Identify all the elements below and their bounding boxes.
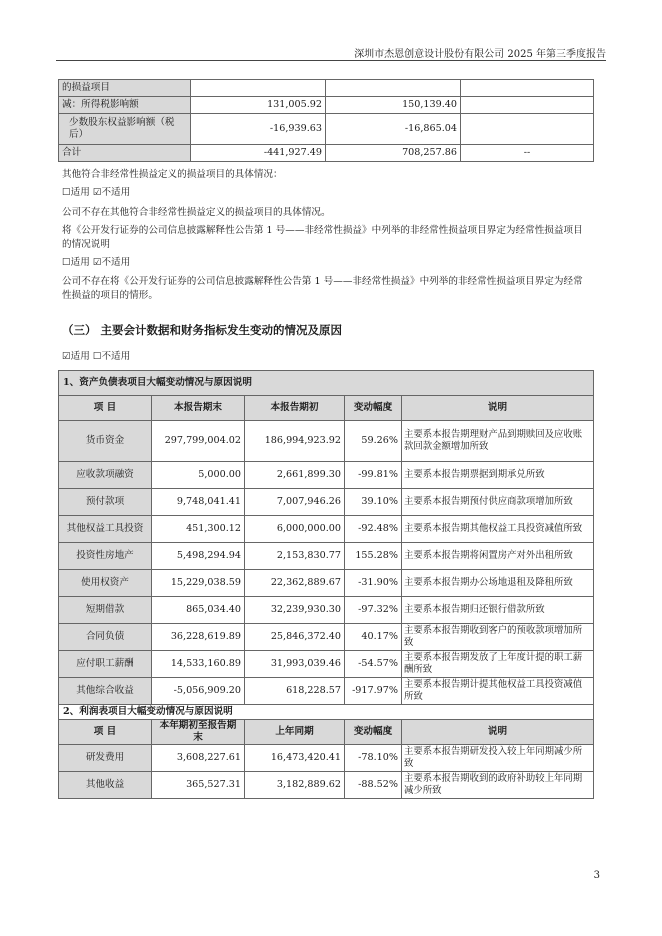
cell-note: 主要系本报告期计提其他权益工具投资减值所致 <box>402 678 594 705</box>
column-header: 变动幅度 <box>345 396 402 421</box>
cell-value: -78.10% <box>345 745 402 772</box>
cell-value <box>461 80 594 97</box>
cell-value: 2,153,830.77 <box>245 543 345 570</box>
row-label: 合计 <box>59 145 191 162</box>
cell-note: 主要系本报告期其他权益工具投资减值所致 <box>402 516 594 543</box>
column-header: 本年期初至报告期末 <box>152 720 245 745</box>
cell-note: 主要系本报告期归还银行借款所致 <box>402 597 594 624</box>
table-row <box>59 489 594 516</box>
cell-value: 131,005.92 <box>191 97 326 114</box>
cell-value: -917.97% <box>345 678 402 705</box>
checkbox-line: ☑适用 ☐不适用 <box>62 351 131 362</box>
cell-value: 2,661,899.30 <box>245 462 345 489</box>
cell-value: 32,239,930.30 <box>245 597 345 624</box>
cell-value: 7,007,946.26 <box>245 489 345 516</box>
cell-value: 15,229,038.59 <box>152 570 245 597</box>
cell-value: 451,300.12 <box>152 516 245 543</box>
cell-note: 主要系本报告期发放了上年度计提的职工薪酬所致 <box>402 651 594 678</box>
row-label: 减：所得税影响额 <box>59 97 191 114</box>
column-header: 项 目 <box>59 720 152 745</box>
table-row <box>59 462 594 489</box>
cell-value: -97.32% <box>345 597 402 624</box>
table-header-row <box>59 720 594 745</box>
paragraph: 公司不存在将《公开发行证券的公司信息披露解释性公告第 1 号——非经常性损益》中列举的非经常性损益项目界定为经常性损益的项目的情形。 <box>62 276 583 301</box>
cell-value: -- <box>461 145 594 162</box>
cell-note: 主要系本报告期收到客户的预收款项增加所致 <box>402 624 594 651</box>
cell-value: -441,927.49 <box>191 145 326 162</box>
table-row <box>59 371 594 396</box>
cell-note: 主要系本报告期理财产品到期赎回及应收账款回款金额增加所致 <box>402 421 594 462</box>
item-label: 研发费用 <box>59 745 152 772</box>
cell-value <box>191 80 326 97</box>
table-row <box>59 678 594 705</box>
table-row <box>59 543 594 570</box>
item-label: 使用权资产 <box>59 570 152 597</box>
row-label: 的损益项目 <box>59 80 191 97</box>
table-row <box>59 651 594 678</box>
cell-value: 618,228.57 <box>245 678 345 705</box>
cell-value: 36,228,619.89 <box>152 624 245 651</box>
item-label: 合同负债 <box>59 624 152 651</box>
checkbox-line: ☐适用 ☑不适用 <box>62 187 131 198</box>
cell-value <box>461 97 594 114</box>
cell-value: 865,034.40 <box>152 597 245 624</box>
cell-note: 主要系本报告期办公场地退租及降租所致 <box>402 570 594 597</box>
table-header-row <box>59 396 594 421</box>
column-header: 说明 <box>402 720 594 745</box>
cell-value: 708,257.86 <box>326 145 461 162</box>
balance-section-title: 1、资产负债表项目大幅变动情况与原因说明 <box>59 371 594 396</box>
cell-value: 297,799,004.02 <box>152 421 245 462</box>
paragraph: 其他符合非经常性损益定义的损益项目的具体情况： <box>62 169 283 180</box>
cell-value: 155.28% <box>345 543 402 570</box>
table-row <box>59 570 594 597</box>
table-row <box>59 624 594 651</box>
item-label: 应收款项融资 <box>59 462 152 489</box>
page-header-title: 深圳市杰恩创意设计股份有限公司 2025 年第三季度报告 <box>354 49 606 60</box>
cell-value: 39.10% <box>345 489 402 516</box>
table-row <box>59 421 594 462</box>
item-label: 货币资金 <box>59 421 152 462</box>
item-label: 短期借款 <box>59 597 152 624</box>
cell-value: -88.52% <box>345 772 402 799</box>
cell-value: 6,000,000.00 <box>245 516 345 543</box>
cell-note: 主要系本报告期将闲置房产对外出租所致 <box>402 543 594 570</box>
cell-value: 59.26% <box>345 421 402 462</box>
table-row <box>59 705 594 720</box>
page-number: 3 <box>593 870 600 881</box>
cell-value: 40.17% <box>345 624 402 651</box>
cell-value: -16,939.63 <box>191 114 326 145</box>
cell-value: 31,993,039.46 <box>245 651 345 678</box>
item-label: 应付职工薪酬 <box>59 651 152 678</box>
checkbox-line: ☐适用 ☑不适用 <box>62 257 131 268</box>
income-section-title: 2、利润表项目大幅变动情况与原因说明 <box>59 705 594 720</box>
cell-value: -5,056,909.20 <box>152 678 245 705</box>
cell-value: -16,865.04 <box>326 114 461 145</box>
item-label: 预付款项 <box>59 489 152 516</box>
column-header: 项 目 <box>59 396 152 421</box>
item-label: 其他权益工具投资 <box>59 516 152 543</box>
cell-value: -31.90% <box>345 570 402 597</box>
paragraph: 公司不存在其他符合非经常性损益定义的损益项目的具体情况。 <box>62 207 331 218</box>
table-row <box>59 772 594 799</box>
row-label: 少数股东权益影响额（税后） <box>59 114 191 145</box>
column-header: 上年同期 <box>245 720 345 745</box>
cell-value <box>326 80 461 97</box>
table-row <box>59 145 594 162</box>
column-header: 说明 <box>402 396 594 421</box>
column-header: 变动幅度 <box>345 720 402 745</box>
cell-value: 5,498,294.94 <box>152 543 245 570</box>
column-header: 本报告期末 <box>152 396 245 421</box>
cell-value <box>461 114 594 145</box>
table-row <box>59 745 594 772</box>
paragraph: 将《公开发行证券的公司信息披露解释性公告第 1 号——非经常性损益》中列举的非经常性损益项目界定为经常性损益项目的情况说明 <box>62 225 583 250</box>
cell-note: 主要系本报告期收到的政府补助较上年同期减少所致 <box>402 772 594 799</box>
cell-value: 3,182,889.62 <box>245 772 345 799</box>
cell-note: 主要系本报告期研发投入较上年同期减少所致 <box>402 745 594 772</box>
cell-value: 365,527.31 <box>152 772 245 799</box>
table-row <box>59 597 594 624</box>
cell-note: 主要系本报告期票据到期承兑所致 <box>402 462 594 489</box>
table-row <box>59 516 594 543</box>
item-label: 其他综合收益 <box>59 678 152 705</box>
cell-value: 9,748,041.41 <box>152 489 245 516</box>
table-row <box>59 80 594 97</box>
cell-value: -99.81% <box>345 462 402 489</box>
item-label: 其他收益 <box>59 772 152 799</box>
table-row <box>59 97 594 114</box>
cell-value: 25,846,372.40 <box>245 624 345 651</box>
cell-value: 5,000.00 <box>152 462 245 489</box>
section-title: （三） 主要会计数据和财务指标发生变动的情况及原因 <box>62 323 343 337</box>
cell-note: 主要系本报告期预付供应商款项增加所致 <box>402 489 594 516</box>
cell-value: 14,533,160.89 <box>152 651 245 678</box>
cell-value: 22,362,889.67 <box>245 570 345 597</box>
nonrecurring-items-table <box>58 79 594 162</box>
cell-value: -54.57% <box>345 651 402 678</box>
header-divider <box>56 60 606 61</box>
cell-value: 3,608,227.61 <box>152 745 245 772</box>
cell-value: -92.48% <box>345 516 402 543</box>
cell-value: 150,139.40 <box>326 97 461 114</box>
table-row <box>59 114 594 145</box>
column-header: 本报告期初 <box>245 396 345 421</box>
cell-value: 186,994,923.92 <box>245 421 345 462</box>
change-analysis-table <box>58 370 594 799</box>
item-label: 投资性房地产 <box>59 543 152 570</box>
cell-value: 16,473,420.41 <box>245 745 345 772</box>
